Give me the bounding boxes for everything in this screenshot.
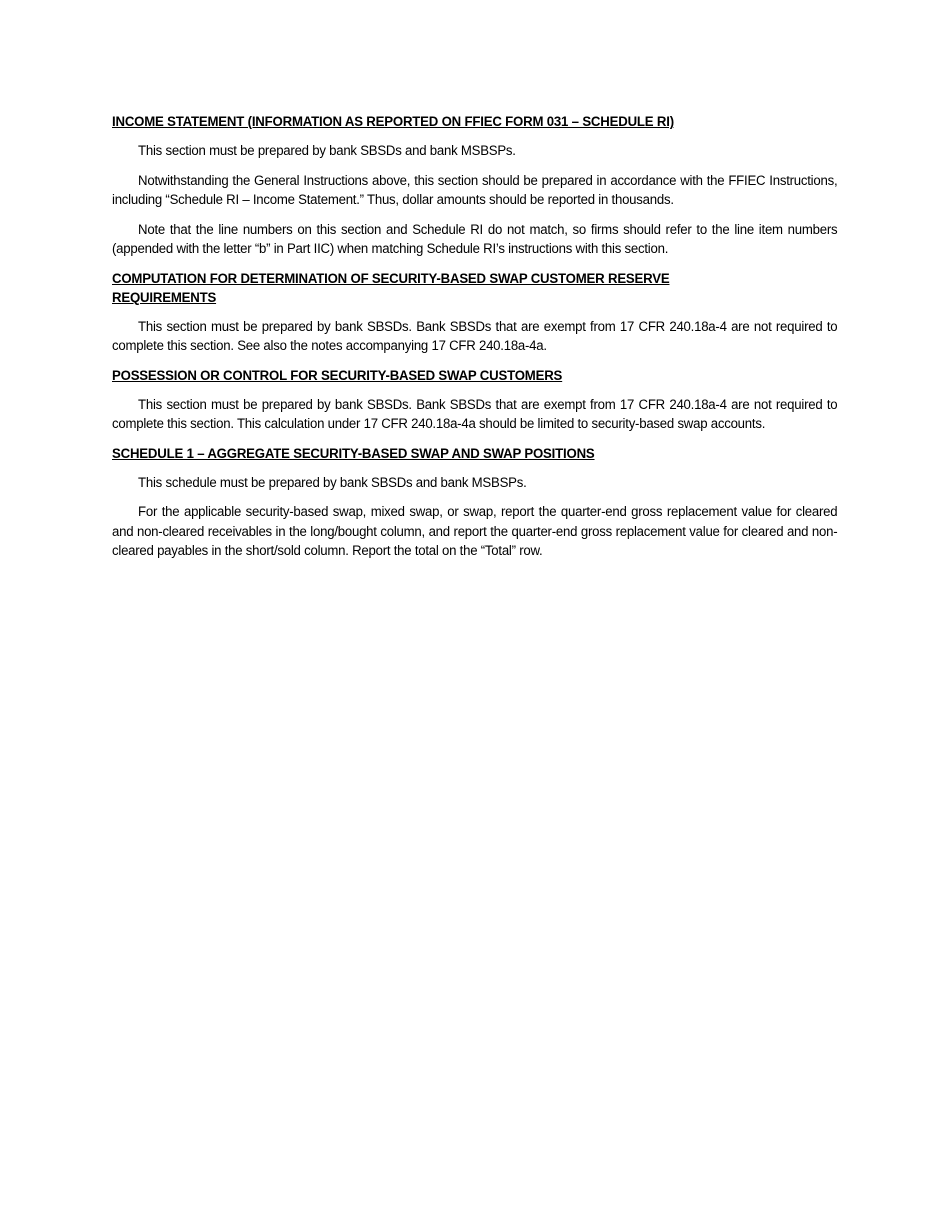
section-customer-reserve: [112, 270, 838, 357]
paragraph: Notwithstanding the General Instructions above, this section should be prepared in accordance with the FFIEC Instructions, including “Schedule RI – Income Statement.” Thus, dollar amounts should be reported in thousands.: [112, 172, 838, 208]
paragraph: For the applicable security-based swap, mixed swap, or swap, report the quarter-end gross replacement value for cleared and non-cleared receivables in the long/bought column, and report the quarter-end gross replacement value for cleared and non-cleared payables in the short/sold column. Report the total on the “Total” row.: [112, 504, 838, 559]
section-possession-control: [112, 367, 838, 435]
section-income-statement: [112, 113, 838, 260]
section-heading: COMPUTATION FOR DETERMINATION OF SECURITY-BASED SWAP CUSTOMER RESERVE REQUIREMENTS: [112, 270, 670, 306]
section-heading: SCHEDULE 1 – AGGREGATE SECURITY-BASED SWAP AND SWAP POSITIONS: [112, 445, 595, 462]
paragraph: Note that the line numbers on this section and Schedule RI do not match, so firms should refer to the line item numbers (appended with the letter “b” in Part IIC) when matching Schedule RI’s instructions with this section.: [112, 221, 838, 257]
paragraph: This section must be prepared by bank SBSDs and bank MSBSPs.: [138, 143, 516, 159]
section-heading: INCOME STATEMENT (INFORMATION AS REPORTED ON FFIEC FORM 031 – SCHEDULE RI): [112, 114, 674, 130]
section-heading: POSSESSION OR CONTROL FOR SECURITY-BASED SWAP CUSTOMERS: [112, 367, 563, 384]
paragraph: This schedule must be prepared by bank SBSDs and bank MSBSPs.: [138, 474, 527, 491]
paragraph: This section must be prepared by bank SBSDs. Bank SBSDs that are exempt from 17 CFR 240.18a-4 are not required to complete this section. See also the notes accompanying 17 CFR 240.18a-4a.: [112, 318, 838, 354]
section-schedule-1: [112, 445, 838, 562]
paragraph: This section must be prepared by bank SBSDs. Bank SBSDs that are exempt from 17 CFR 240.18a-4 are not required to complete this section. This calculation under 17 CFR 240.18a-4a should be limited to security-based swap accounts.: [112, 396, 838, 432]
